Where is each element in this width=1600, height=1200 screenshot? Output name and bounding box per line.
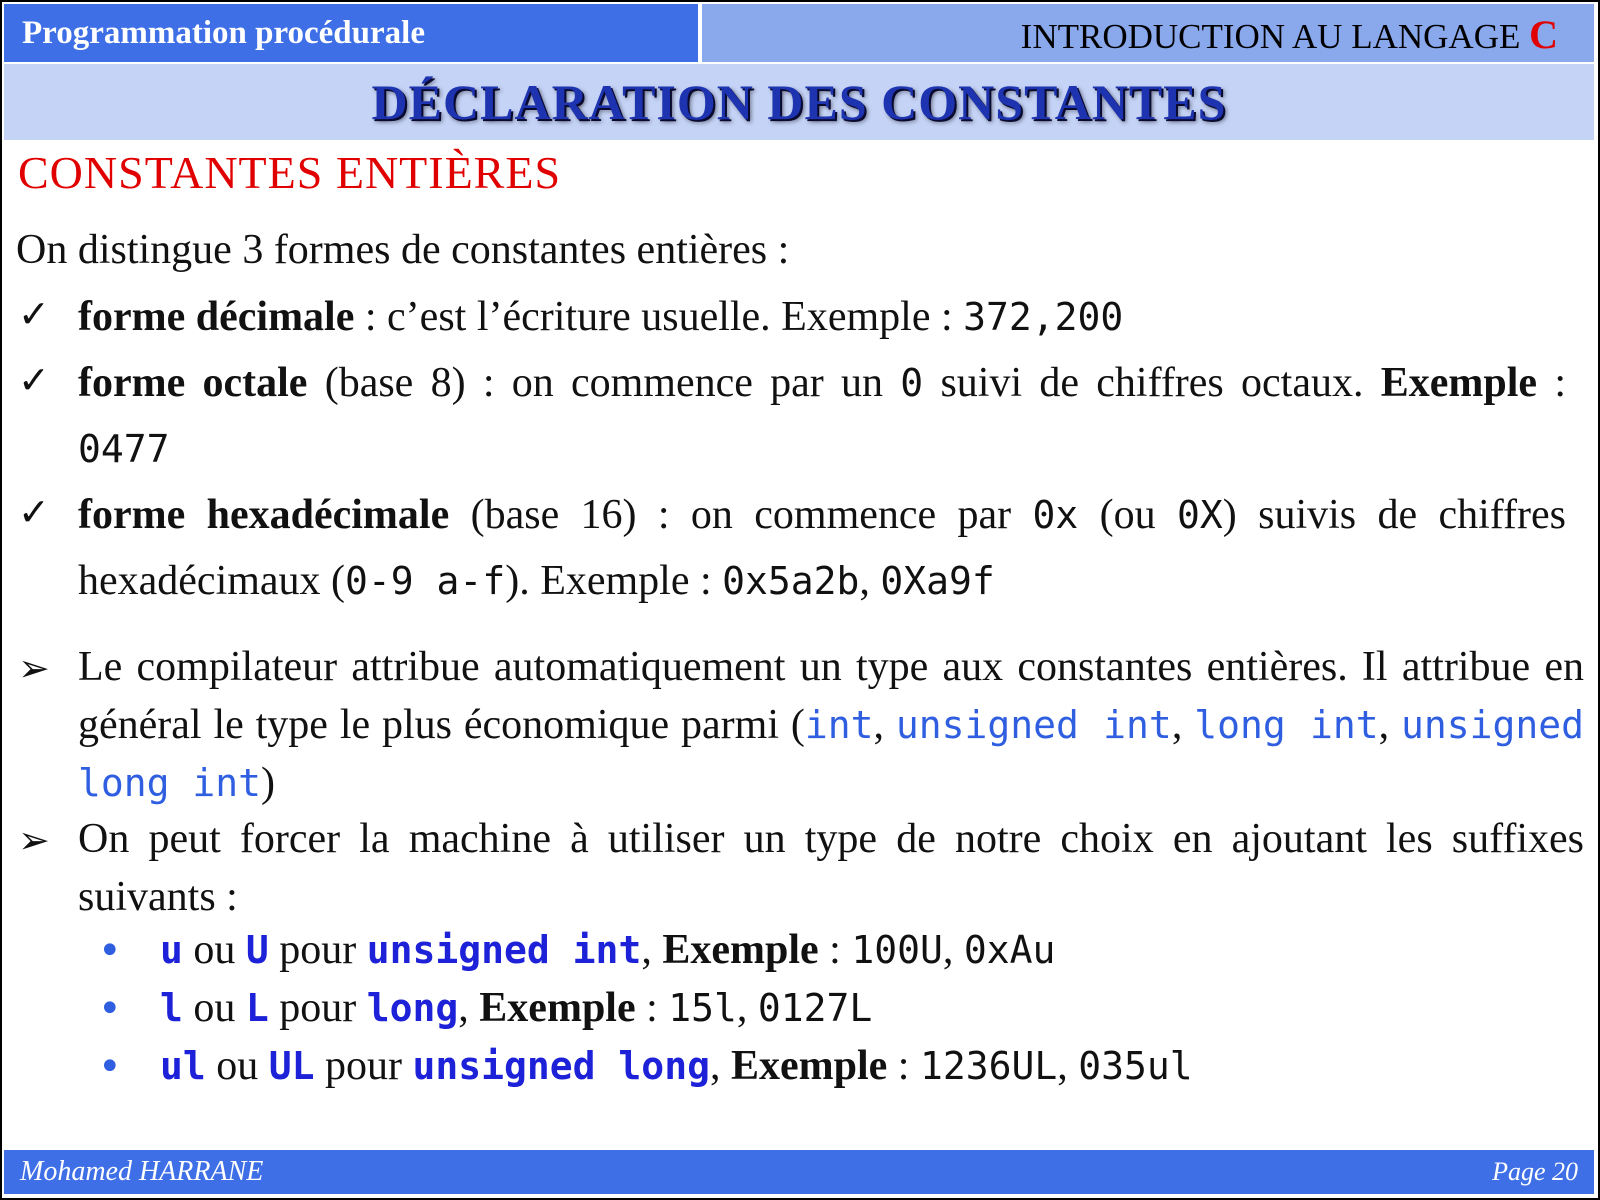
suffix-example: 100U xyxy=(851,928,943,972)
course-title: Programmation procédurale xyxy=(22,15,425,51)
hex-text: (ou xyxy=(1078,492,1177,538)
octal-text: suivi de chiffres octaux. xyxy=(923,360,1381,406)
section-title: CONSTANTES ENTIÈRES xyxy=(18,147,562,198)
hex-form-item xyxy=(78,482,1566,614)
word-ou: ou xyxy=(193,985,236,1031)
decimal-example: 372,200 xyxy=(963,295,1124,339)
suffix-example: 0xAu xyxy=(963,928,1056,972)
separator: , xyxy=(942,927,964,973)
octal-text: : xyxy=(1537,360,1566,406)
bullet-dot-icon: • xyxy=(98,1044,122,1090)
hex-text: ) suivis de chiffres hexadécimaux ( xyxy=(78,492,1566,604)
separator: , xyxy=(859,558,881,604)
footer-bar xyxy=(4,1150,1594,1194)
colon: : xyxy=(818,927,852,973)
hex-prefix: 0x xyxy=(1032,493,1079,537)
suffix-example: 15l xyxy=(668,986,737,1030)
suffix-item-u xyxy=(160,926,1055,974)
suffix-item-l xyxy=(160,984,872,1032)
separator: , xyxy=(873,702,896,748)
hex-example: 0Xa9f xyxy=(880,559,995,603)
separator: , xyxy=(736,985,758,1031)
suffix: u xyxy=(160,928,183,972)
suffix: l xyxy=(160,986,183,1030)
word-pour: pour xyxy=(325,1043,403,1089)
hex-label: forme hexadécimale xyxy=(78,492,450,538)
intro-text: On distingue 3 formes de constantes entières : xyxy=(16,227,790,273)
separator: , xyxy=(641,927,663,973)
arrow-bullet-icon: ➢ xyxy=(18,646,50,690)
octal-zero: 0 xyxy=(900,361,924,405)
decimal-label: forme décimale xyxy=(78,294,355,340)
octal-example-label: Exemple xyxy=(1380,360,1538,406)
example-label: Exemple xyxy=(479,985,636,1031)
force-type-note: On peut forcer la machine à utiliser un type de notre choix en ajoutant les suffixes suivants : xyxy=(78,816,1584,920)
slide-title: DÉCLARATION DES CONSTANTES xyxy=(4,64,1594,140)
arrow-bullet-icon: ➢ xyxy=(18,818,50,862)
author-name: Mohamed HARRANE xyxy=(20,1156,264,1187)
chapter-header xyxy=(702,4,1594,62)
separator: , xyxy=(1378,702,1401,748)
decimal-form-item xyxy=(78,284,1566,350)
suffix-example: 035ul xyxy=(1078,1044,1193,1088)
suffix-type: long xyxy=(366,986,459,1030)
suffix-example: 1236UL xyxy=(919,1044,1058,1088)
colon: : xyxy=(635,985,669,1031)
type-name: int xyxy=(804,703,874,747)
word-ou: ou xyxy=(193,927,236,973)
hex-text: ). Exemple : xyxy=(505,558,723,604)
hex-example: 0x5a2b xyxy=(722,559,860,603)
word-ou: ou xyxy=(216,1043,259,1089)
bullet-dot-icon: • xyxy=(98,986,122,1032)
page-number: Page 20 xyxy=(1492,1157,1578,1186)
separator: , xyxy=(1171,702,1195,748)
suffix-type: unsigned int xyxy=(366,928,642,972)
example-label: Exemple xyxy=(662,927,819,973)
separator: , xyxy=(709,1043,731,1089)
chapter-title: INTRODUCTION AU LANGAGE xyxy=(1020,17,1521,56)
suffix-type: unsigned long xyxy=(412,1044,710,1088)
close-paren: ) xyxy=(261,760,276,806)
chapter-letter: C xyxy=(1529,12,1558,57)
suffix-example: 0127L xyxy=(757,986,873,1030)
example-label: Exemple xyxy=(730,1043,888,1089)
octal-form-item xyxy=(78,350,1566,482)
separator: , xyxy=(1057,1043,1079,1089)
word-pour: pour xyxy=(279,927,357,973)
check-icon: ✓ xyxy=(18,358,50,402)
separator: , xyxy=(458,985,480,1031)
octal-text: (base 8) : on commence par un xyxy=(307,360,901,406)
octal-example: 0477 xyxy=(78,427,170,471)
suffix: UL xyxy=(268,1044,315,1088)
suffix-item-ul xyxy=(160,1042,1193,1090)
check-icon: ✓ xyxy=(18,490,50,534)
note-text: Le compilateur attribue automatiquement un type aux constantes entières. Il attribue en général le type le plus économique parmi ( xyxy=(78,644,1584,748)
decimal-text: : c’est l’écriture usuelle. Exemple : xyxy=(354,294,964,340)
type-name: long int xyxy=(1194,703,1379,747)
course-header xyxy=(4,4,698,62)
type-name: unsigned int xyxy=(895,703,1172,747)
suffix: U xyxy=(245,928,269,972)
colon: : xyxy=(887,1043,920,1089)
type-name: unsigned long int xyxy=(78,703,1584,805)
word-pour: pour xyxy=(279,985,357,1031)
hex-range: 0-9 a-f xyxy=(345,559,506,603)
suffix: L xyxy=(245,986,269,1030)
suffix: ul xyxy=(160,1044,206,1088)
octal-label: forme octale xyxy=(78,360,308,406)
auto-type-note xyxy=(78,638,1584,812)
bullet-dot-icon: • xyxy=(98,928,122,974)
check-icon: ✓ xyxy=(18,292,50,336)
hex-text: (base 16) : on commence par xyxy=(449,492,1033,538)
hex-prefix: 0X xyxy=(1177,493,1223,537)
